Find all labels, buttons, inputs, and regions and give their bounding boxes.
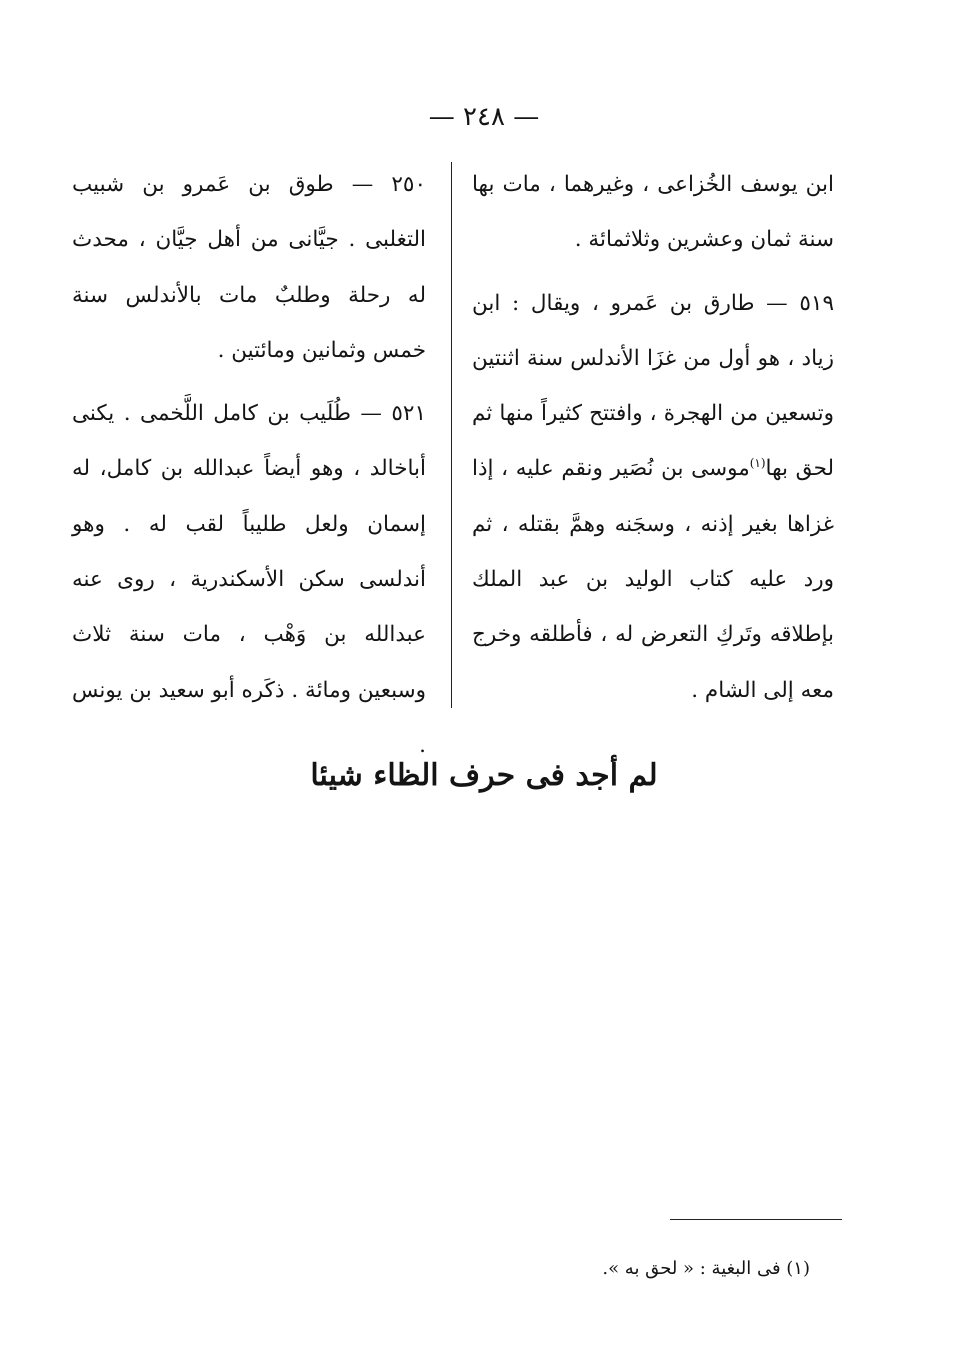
page-number: — ٢٤٨ — [428, 102, 540, 132]
entry-521: ٥٢١ — طُلَيب بن كامل اللَّخمى . يكنى أباخالد ، وهو أيضاً عبدالله بن كامل، له إسمان ولعل طليباً لقب له . وهو أندلسى سكن الأسكندرية ، روى عنه عبدالله بن وَهْب ، مات سنة ثلاث وسبعين ومائة . ذكَره أبو سعيد بن يونس . [72, 401, 426, 758]
entry-519 [472, 276, 834, 718]
left-column [72, 157, 426, 773]
entry-519-continuation: موسى بن نُصَير ونقم عليه ، إذا غزاها بغير إذنه ، وسجَنه وهمَّ بقتله ، ثم ورد عليه كتاب الوليد بن عبد الملك بإطلاقه وتَركِ التعرض له ، فأطلقه وخرج معه إلى الشام . [472, 456, 834, 703]
entry-250: ٢٥٠ — طوق بن عَمرو بن شبيب التغلبى . جيَّانى من أهل جيَّان ، محدث له رحلة وطلبٌ مات بالأندلس سنة خمس وثمانين ومائتين . [72, 172, 426, 363]
entry-519-text: ٥١٩ — طارق بن عَمرو ، ويقال : ابن زياد ، هو أول من غزَا الأندلس سنة اثنتين وتسعين من الهجرة ، وافتتح كثيراً منها ثم لحق بها [472, 290, 834, 482]
entry-paragraph: ابن يوسف الخُزاعى ، وغيرهما ، مات بها سنة ثمان وعشرين وثلاثمائة . [472, 172, 834, 253]
footnote-marker: (١) [749, 456, 766, 471]
right-column [472, 157, 834, 718]
footnote: (١) فى البغية : « لحق به ». [602, 1258, 810, 1279]
footnote-divider [670, 1219, 842, 1220]
section-note: لم أجد فى حرف الظاء شيئا [310, 758, 658, 793]
column-divider [451, 162, 452, 708]
